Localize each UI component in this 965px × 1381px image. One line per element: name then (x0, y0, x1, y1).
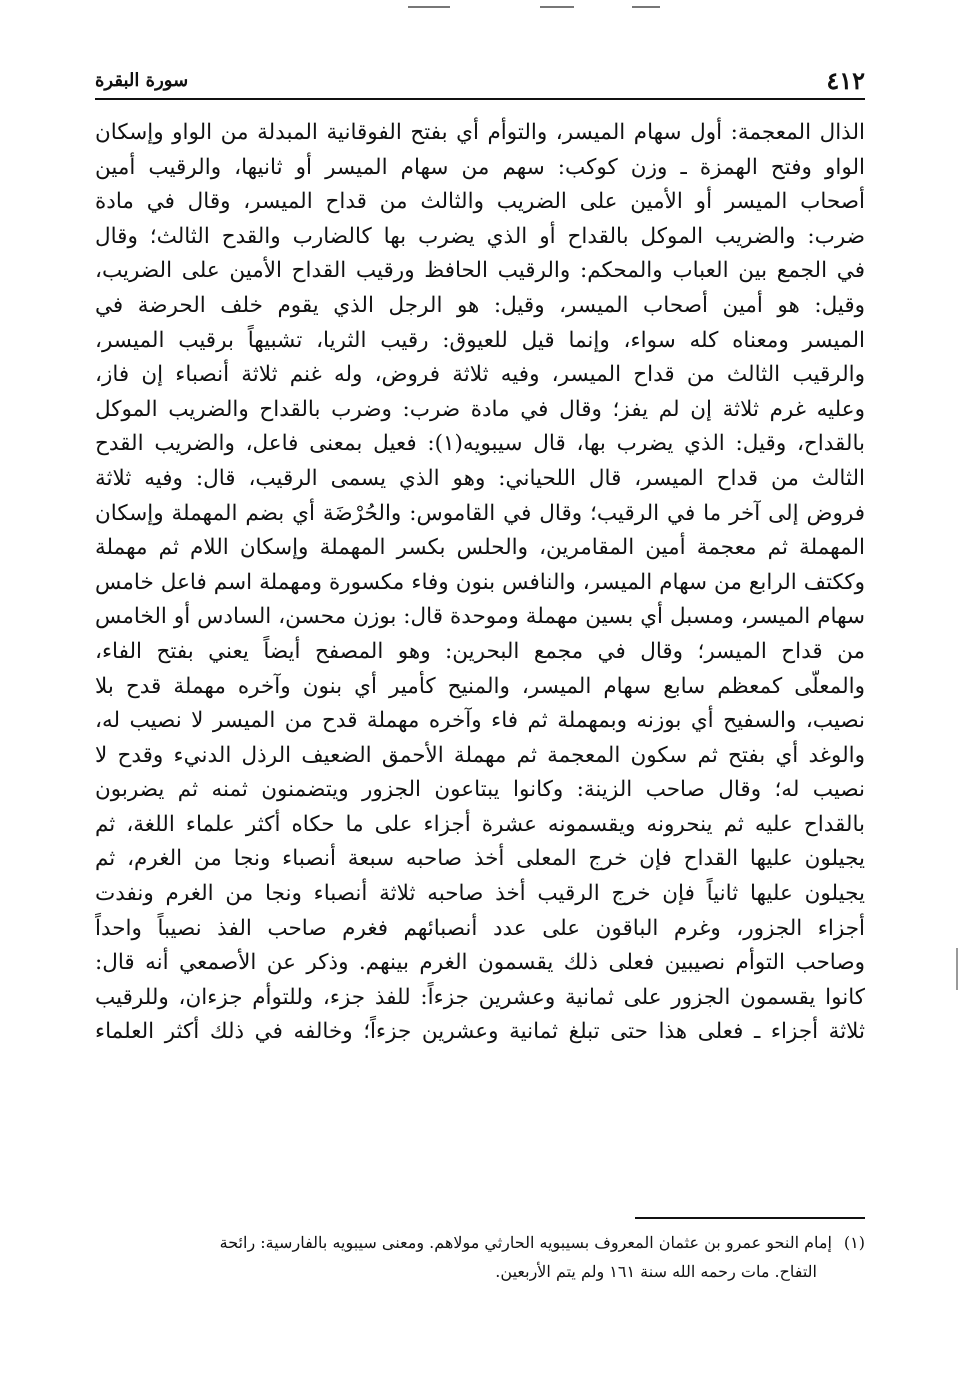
body-line: وعليه غرم ثلاثة إن لم يفز؛ وقال في مادة ضرب: وضرب بالقداح والضريب الموكل (95, 396, 865, 422)
body-line: ثلاثة أجزاء ـ فعلى هذا حتى تبلغ ثمانية وعشرين جزءاً؛ وخالفه في ذلك أكثر العلماء (95, 1019, 865, 1045)
body-line: وقيل: هو أمين أصحاب الميسر، وقيل: هو الرجل الذي يقوم خلف الحرضة في (95, 292, 865, 318)
body-line: المهملة ثم معجمة أمين المقامرين، والحلس بكسر المهملة وإسكان اللام ثم مهملة (95, 535, 865, 561)
body-line: بالقداح عليه ثم ينحرونه ويقسمونه عشرة أجزاء على ما حكاه أكثر علماء اللغة، ثم (95, 811, 865, 837)
body-line: الذال المعجمة: أول سهام الميسر، والتوأم أي بفتح الفوقانية المبدلة من الواو وإسكان (95, 120, 865, 145)
body-line: سهام الميسر، ومسبل أي بسين مهملة وموحدة قال: بوزن محسن، السادس أو الخامس (95, 604, 865, 630)
body-line: نصيب له؛ وقال صاحب الزينة: وكانوا يبتاعون الجزور ويتضمنون ثمنه ثم يضربون (95, 777, 865, 803)
scan-side-mark (956, 948, 958, 990)
page-number: ٤١٢ (826, 66, 865, 95)
body-line: من قداح الميسر؛ وقال في مجمع البحرين: وهو المصفح أيضاً يعني بفتح الفاء، (95, 638, 865, 664)
body-line: يجيلون عليها القداح فإن خرج المعلى أخذ صاحبه سبعة أنصباء ونجا من الغرم، ثم (95, 846, 865, 872)
body-line: وككتف الرابع من سهام الميسر، والنافس بنون وفاء مكسورة ومهملة اسم فاعل خامس (95, 569, 865, 595)
body-line: فروض إلى آخر ما في الرقيب؛ وقال في القاموس: والحُرْضَة أي بضم المهملة وإسكان (95, 500, 865, 526)
body-line: كانوا يقسمون الجزور على ثمانية وعشرين جزءاً: للفذ جزء، وللتوأم جزءان، وللرقيب (95, 984, 865, 1010)
page-header (95, 62, 865, 100)
body-line: الميسر ومعناه كله سواء، وإنما قيل للعيوق: رقيب الثريا، تشبيهاً برقيب الميسر، (95, 327, 865, 353)
footnote-line (95, 1228, 865, 1257)
body-text (95, 116, 865, 1050)
body-line: والمعلّى كمعظم سابع سهام الميسر، والمنيح كأمير أي بنون وآخره مهملة قدح بلا (95, 673, 865, 699)
body-line: أصحاب الميسر أو الأمين على الضريب والثالث من قداح الميسر، وقال في مادة (95, 189, 865, 215)
body-line: نصيب، والسفيح أي بوزنه وبمهملة ثم فاء وآخره مهملة قدح من الميسر لا نصيب له، (95, 708, 865, 734)
footnote-rule (635, 1217, 865, 1219)
footnote (95, 1228, 865, 1286)
scan-top-marks (0, 0, 965, 14)
body-line: بالقداح، وقيل: الذي يضرب بها، قال سيبويه(١): فعيل بمعنى فاعل، والضريب القدح (95, 431, 865, 457)
body-line: والرقيب الثالث من قداح الميسر، وفيه ثلاثة فروض، وله غنم ثلاثة أنصباء إن فاز، (95, 362, 865, 388)
footnote-text-2: التفاح. مات رحمه الله سنة ١٦١ ولم يتم الأربعين. (495, 1262, 817, 1281)
body-line: ضرب: والضريب الموكل بالقداح أو الذي يضرب بها كالضارب والقدح الثالث؛ وقال (95, 223, 865, 249)
body-line: في الجمع بين العباب والمحكم: والرقيب الحافظ ورقيب القداح الأمين على الضريب، (95, 258, 865, 284)
body-line: أجزاء الجزور، وغرم الباقون على عدد أنصبائهم فغرم صاحب الفذ نصيباً واحداً (95, 915, 865, 941)
footnote-text-1: إمام النحو عمرو بن عثمان المعروف بسيبويه الحارثي مولاهم. ومعنى سيبويه بالفارسية: رائحة (219, 1233, 832, 1252)
body-line: وصاحب التوأم نصيبين فعلى ذلك يقسمون الغرم بينهم. وذكر عن الأصمعي أنه قال: (95, 950, 865, 976)
body-line: والوغد أي بفتح ثم سكون المعجمة ثم مهملة الأحمق الضعيف الرذل الدنيء وقدح لا (95, 742, 865, 768)
footnote-marker: (١) (843, 1233, 865, 1252)
body-line: يجيلون عليها ثانياً فإن خرج الرقيب أخذ صاحبه ثلاثة أنصباء ونجا من الغرم ونفدت (95, 881, 865, 907)
running-title: سورة البقرة (95, 70, 189, 91)
body-line: الواو وفتح الهمزة ـ وزن كوكب: سهم من سهام الميسر أو ثانيها، والرقيب أمين (95, 154, 865, 180)
body-line: الثالث من قداح الميسر، قال اللحياني: وهو الذي يسمى الرقيب، قال: وفيه ثلاثة (95, 465, 865, 491)
